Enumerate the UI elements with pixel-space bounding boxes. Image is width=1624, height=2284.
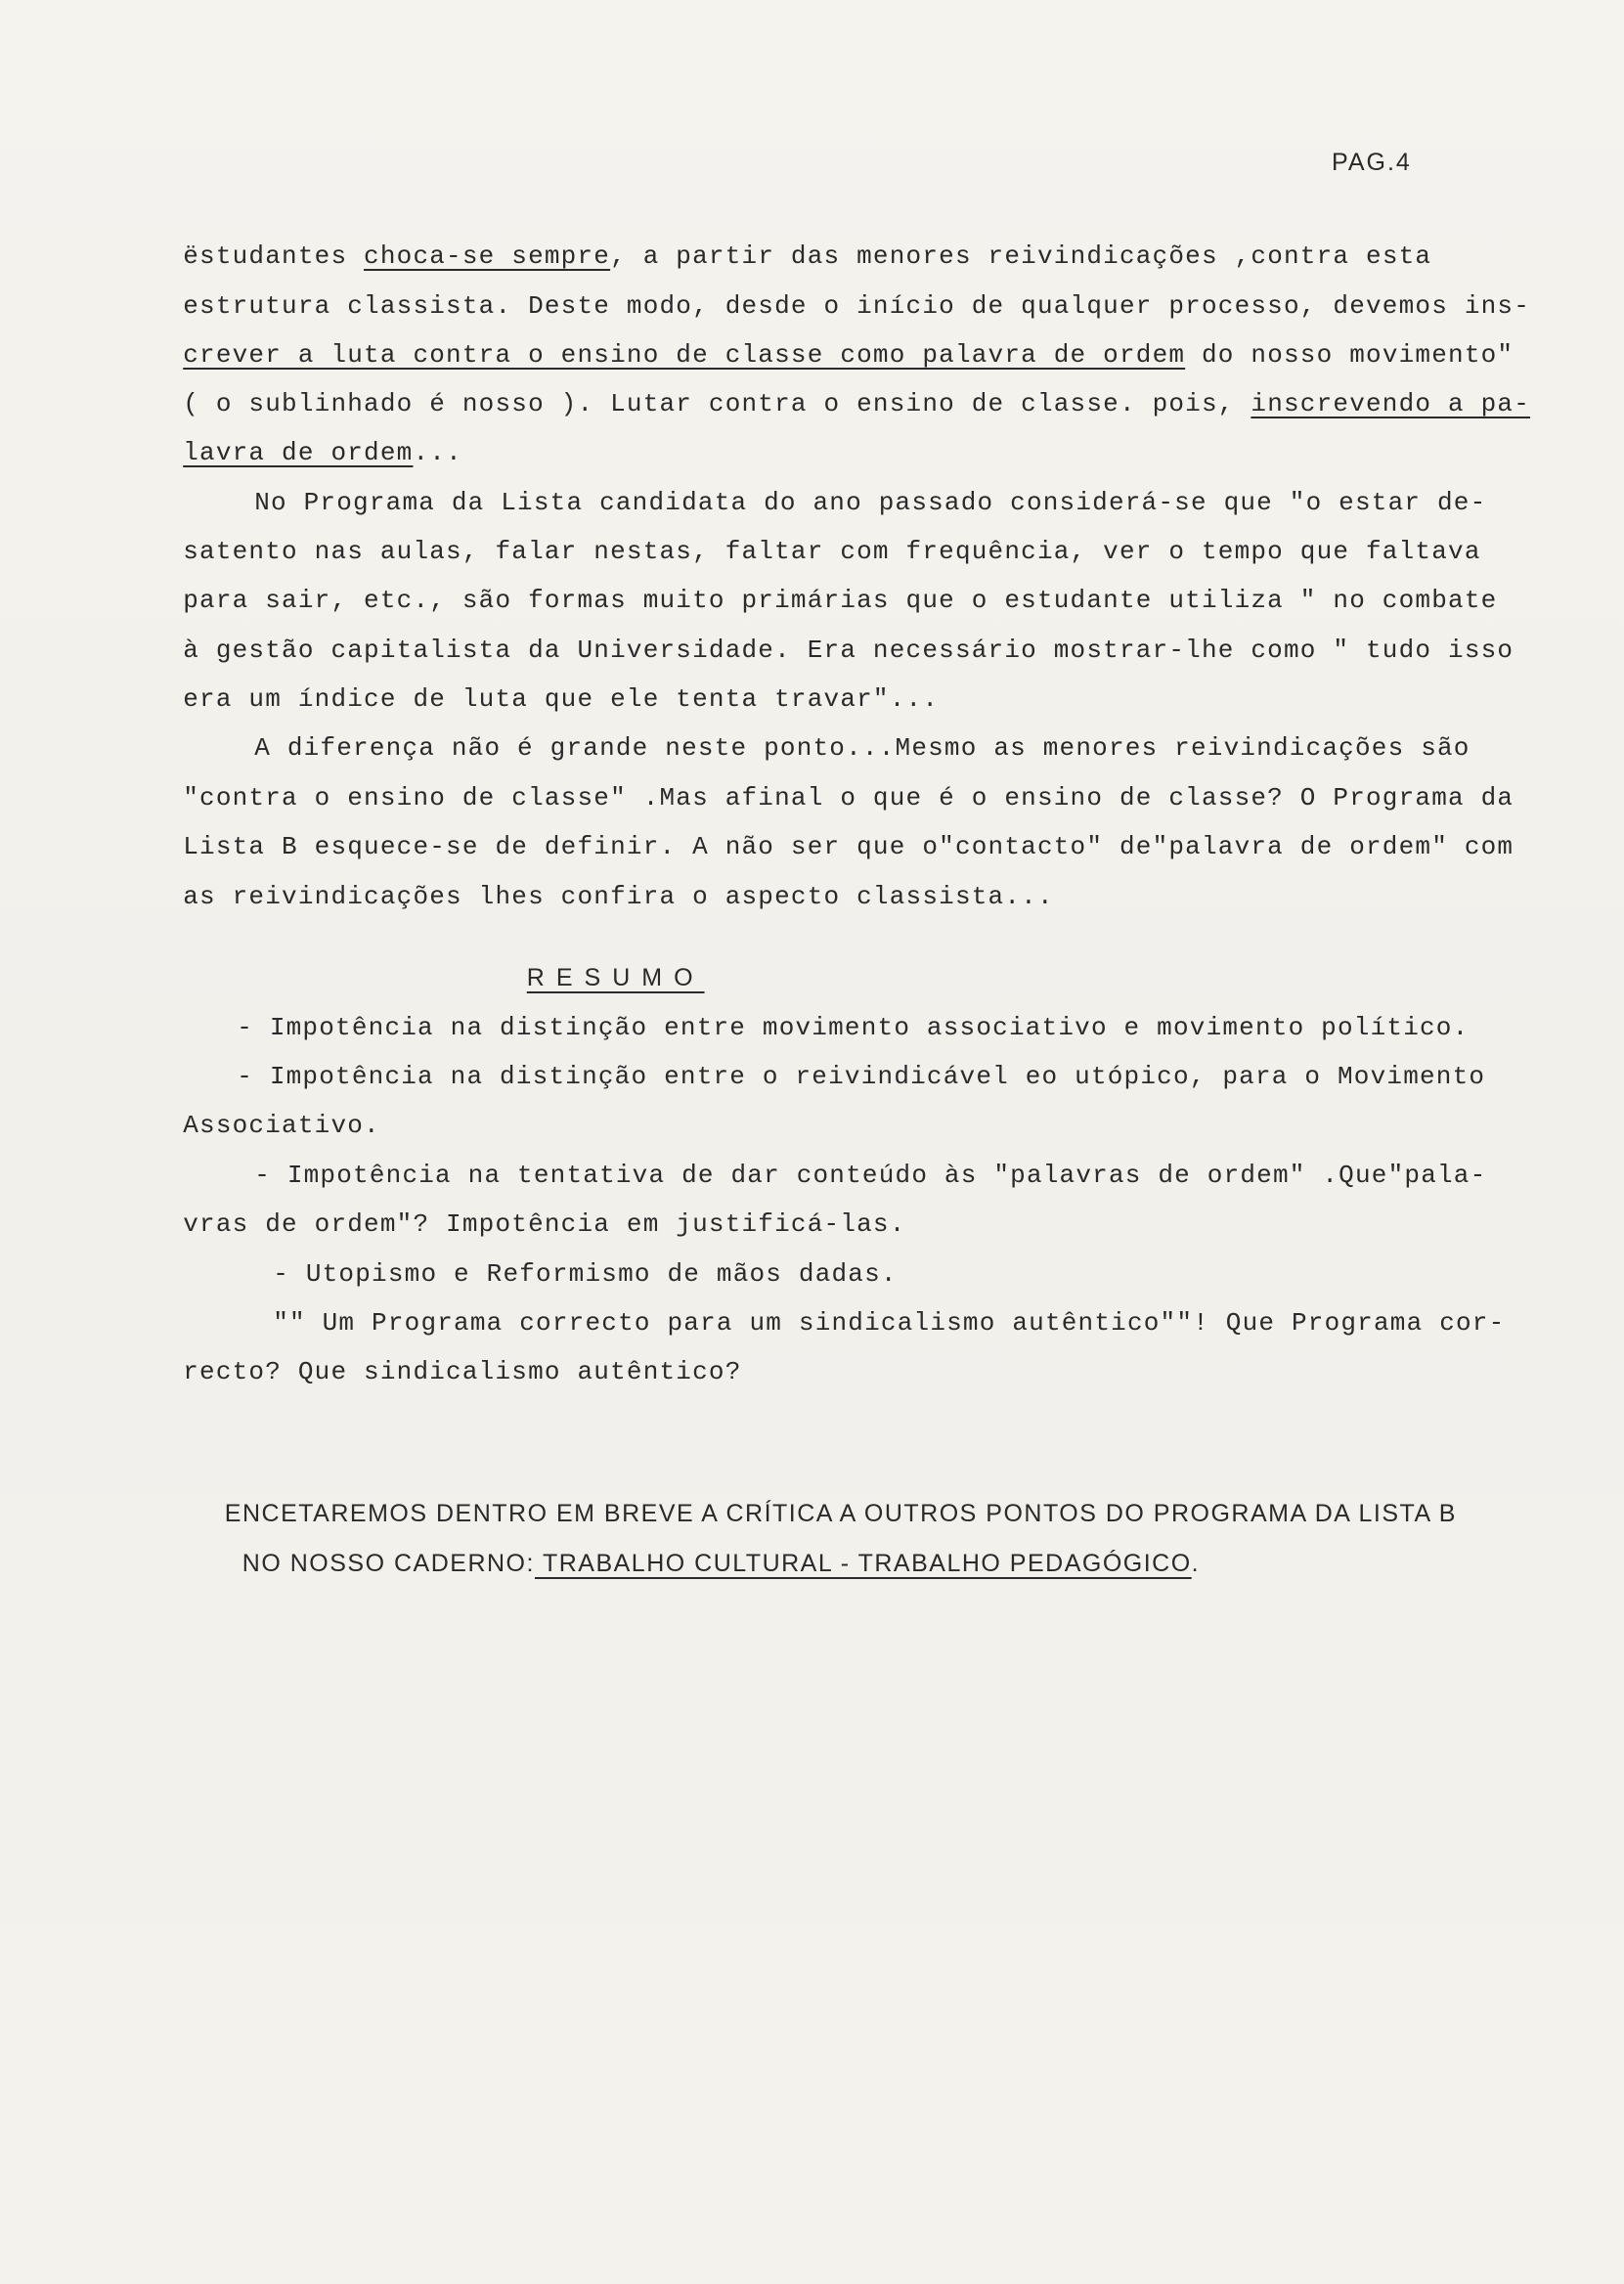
text-span: vras de ordem"? Impotência em justificá-las. bbox=[183, 1209, 906, 1239]
text-span: ëstudantes bbox=[183, 242, 365, 271]
text-span: do nosso movimento" bbox=[1185, 340, 1514, 370]
text-span: - Impotência na distinção entre o reivindicável eo utópico, para o Movimento bbox=[237, 1062, 1486, 1091]
closing-note bbox=[209, 1516, 1200, 1610]
text-span: . bbox=[1191, 1550, 1201, 1577]
text-span: era um índice de luta que ele tenta travar"... bbox=[183, 684, 940, 714]
text-span: as reivindicações lhes confira o aspecto classista... bbox=[183, 882, 1054, 911]
text-line bbox=[117, 850, 1054, 944]
text-span: ... bbox=[413, 438, 462, 467]
underlined-text: inscrevendo a pa- bbox=[1251, 389, 1531, 418]
text-span: - Utopismo e Reformismo de mãos dadas. bbox=[273, 1259, 898, 1289]
text-line bbox=[117, 1325, 742, 1419]
text-span: , a partir das menores reivindicações ,contra esta bbox=[610, 242, 1432, 271]
text-span: Lista B esquece-se de definir. A não ser que o"contacto" de"palavra de ordem" com bbox=[183, 832, 1514, 861]
text-span: ( o sublinhado é nosso ). Lutar contra o ensino de classe. pois, bbox=[183, 389, 1251, 418]
underlined-text: choca-se sempre bbox=[364, 242, 611, 271]
underlined-text: crever a luta contra o ensino de classe como palavra de ordem bbox=[183, 340, 1186, 370]
text-span: ENCETAREMOS DENTRO EM BREVE A CRÍTICA A OUTROS PONTOS DO PROGRAMA DA LISTA B bbox=[224, 1500, 1457, 1527]
text-span: "" Um Programa correcto para um sindicalismo autêntico""! Que Programa cor- bbox=[273, 1308, 1506, 1338]
text-span: "contra o ensino de classe" .Mas afinal o que é o ensino de classe? O Programa da bbox=[183, 783, 1514, 813]
underlined-text: TRABALHO CULTURAL - TRABALHO PEDAGÓGICO bbox=[534, 1550, 1192, 1577]
text-span: - Impotência na tentativa de dar conteúdo às "palavras de ordem" .Que"pala- bbox=[254, 1161, 1487, 1190]
text-span: estrutura classista. Deste modo, desde o início de qualquer processo, devemos ins- bbox=[183, 291, 1531, 321]
text-span: A diferença não é grande neste ponto...Mesmo as menores reivindicações são bbox=[254, 733, 1470, 763]
text-span: - Impotência na distinção entre movimento associativo e movimento político. bbox=[237, 1013, 1470, 1042]
underlined-text: lavra de ordem bbox=[183, 438, 414, 467]
text-span: recto? Que sindicalismo autêntico? bbox=[183, 1357, 742, 1386]
text-span: Associativo. bbox=[183, 1111, 380, 1140]
underlined-text: RESUMO bbox=[526, 964, 705, 991]
page-number: PAG.4 bbox=[1332, 149, 1412, 176]
text-span: No Programa da Lista candidata do ano passado considerá-se que "o estar de- bbox=[254, 488, 1487, 517]
text-span: para sair, etc., são formas muito primárias que o estudante utiliza " no combate bbox=[183, 586, 1498, 615]
text-span: satento nas aulas, falar nestas, faltar com frequência, ver o tempo que faltava bbox=[183, 537, 1481, 566]
text-span: à gestão capitalista da Universidade. Era necessário mostrar-lhe como " tudo isso bbox=[183, 636, 1514, 665]
text-span: NO NOSSO CADERNO: bbox=[241, 1550, 535, 1577]
